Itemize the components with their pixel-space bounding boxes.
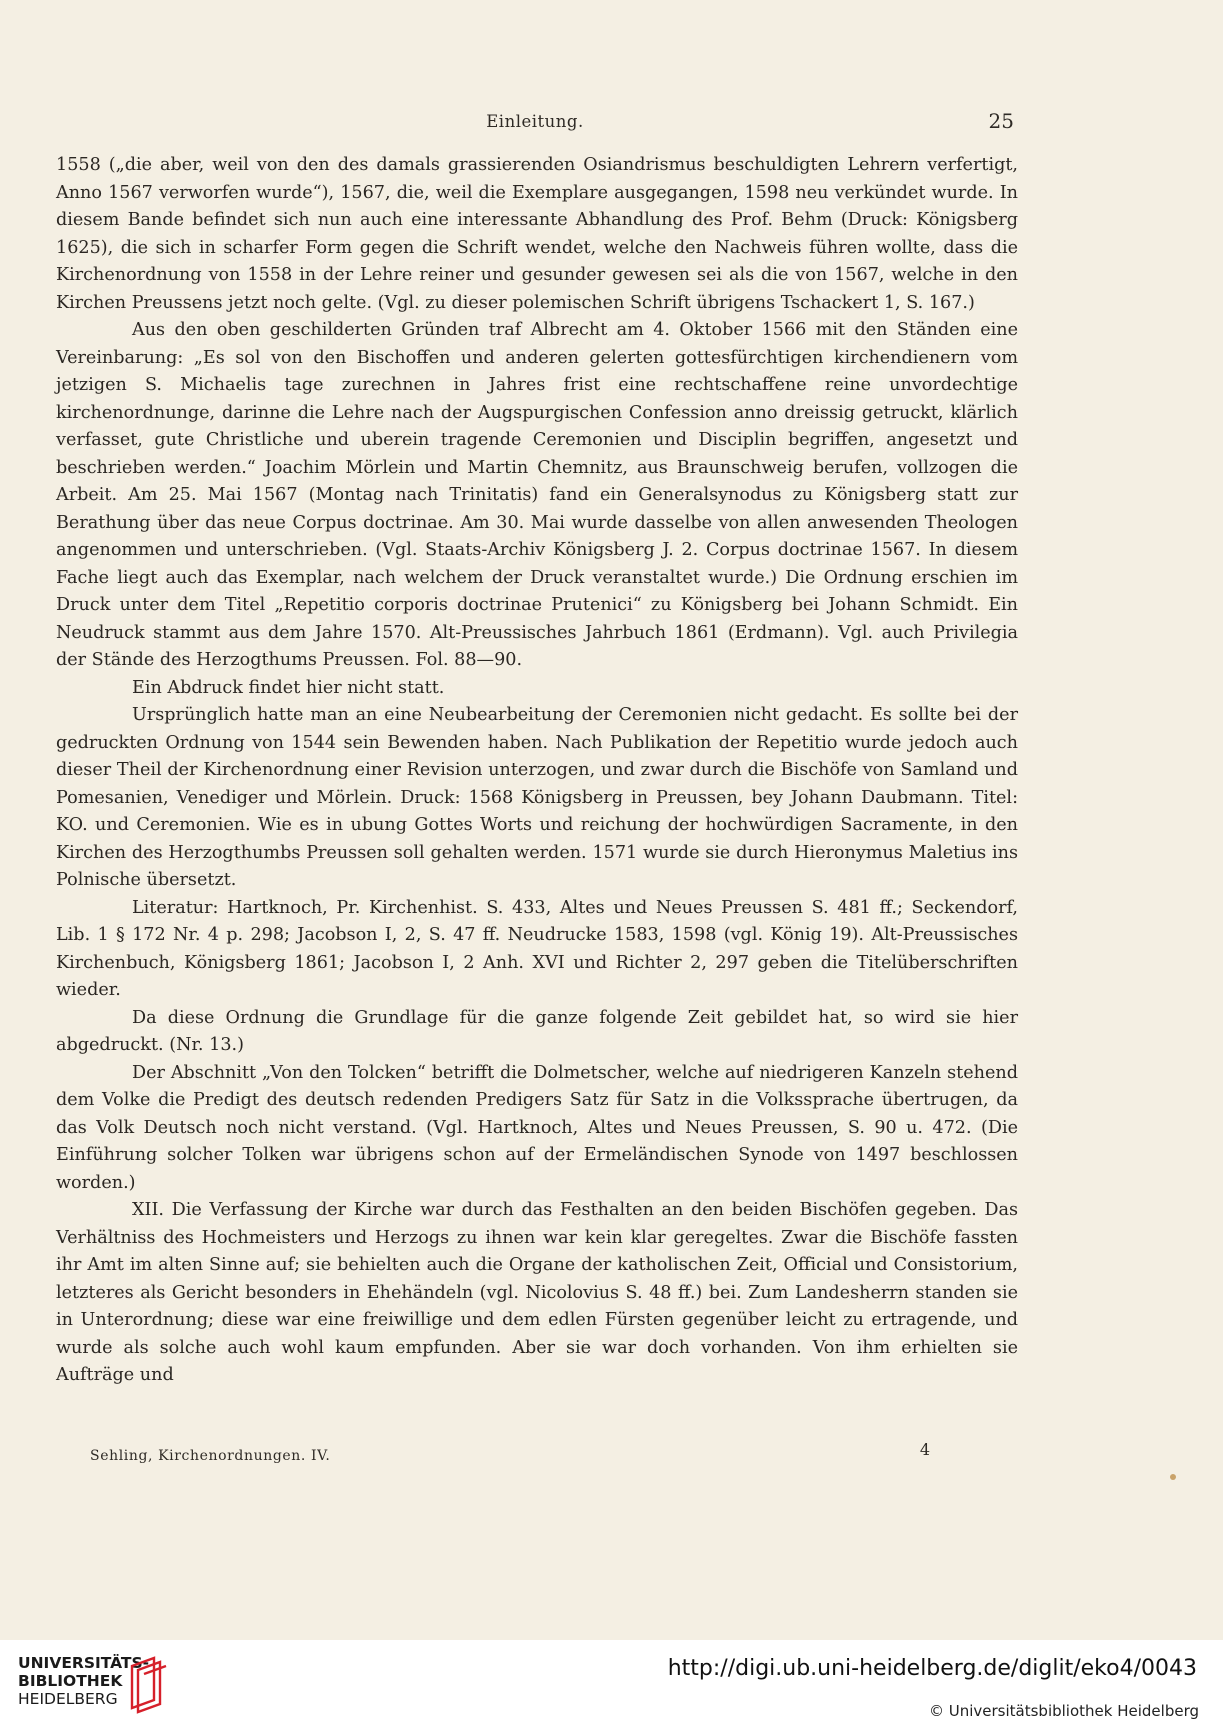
paragraph: XII. Die Verfassung der Kirche war durch das Festhalten an den beiden Bischöfen gegeben. Das Verhältniss des Hochmeisters und Herzogs zu ihnen war kein klar geregeltes. Zwar die Bischöfe fassten ihr Amt im alten Sinne auf; sie behielten auch die Organe der katholischen Zeit, Official und Consistorium, letzteres als Gericht besonders in Ehehändeln (vgl. Nicolovius S. 48 ff.) bei. Zum Landesherrn standen sie in Unterordnung; diese war eine freiwillige und dem edlen Fürsten gegenüber leicht zu ertragende, und wurde als solche auch wohl kaum empfunden. Aber sie war doch vorhanden. Von ihm erhielten sie Aufträge und: [56, 1200, 1018, 1385]
paragraph: Ein Abdruck findet hier nicht statt.: [132, 677, 445, 698]
running-title: Einleitung.: [486, 112, 584, 131]
paragraph: Da diese Ordnung die Grundlage für die ganze folgende Zeit gebildet hat, so wird sie hier abgedruckt. (Nr. 13.): [56, 1007, 1018, 1055]
page-footer: [90, 1440, 930, 1470]
page-header: [56, 109, 1014, 138]
paragraph: Aus den oben geschilderten Gründen traf Albrecht am 4. Oktober 1566 mit den Ständen eine Vereinbarung: „Es sol von den Bischoffen und anderen gelerten gottesfürchtigen kirchendienern vom jetzigen S. Michaelis tage zurechnen in Jahres frist eine rechtschaffene reine unvordechtige kirchenordnunge, darinne die Lehre nach der Augspurgischen Confession anno dreissig getruckt, klärlich verfasset, gute Christliche und uberein tragende Ceremonien und Disciplin begriffen, angesetzt und beschrieben werden.“ Joachim Mörlein und Martin Chemnitz, aus Braunschweig berufen, vollzogen die Arbeit. Am 25. Mai 1567 (Montag nach Trinitatis) fand ein Generalsynodus zu Königsberg statt zur Berathung über das neue Corpus doctrinae. Am 30. Mai wurde dasselbe von allen anwesenden Theologen angenommen und unterschrieben. (Vgl. Staats-Archiv Königsberg J. 2. Corpus doctrinae 1567. In diesem Fache liegt auch das Exemplar, nach welchem der Druck veranstaltet wurde.) Die Ordnung erschien im Druck unter dem Titel „Repetitio corporis doctrinae Prutenici“ zu Königsberg bei Johann Schmidt. Ein Neudruck stammt aus dem Jahre 1570. Alt-Preussisches Jahrbuch 1861 (Erdmann). Vgl. auch Privilegia der Stände des Herzogthums Preussen. Fol. 88—90.: [56, 320, 1018, 670]
page-number: 25: [988, 109, 1014, 133]
logo-line-3: HEIDELBERG: [18, 1690, 118, 1708]
library-logo[interactable]: [18, 1654, 218, 1724]
sheet-mark: 4: [919, 1440, 930, 1459]
library-book-logo-icon: [124, 1656, 170, 1714]
logo-line-2: BIBLIOTHEK: [18, 1672, 123, 1690]
paper-stain: [1170, 1474, 1176, 1480]
footer-signature: Sehling, Kirchenordnungen. IV.: [90, 1448, 331, 1464]
body-text: [56, 152, 1018, 1390]
paragraph: 1558 („die aber, weil von den des damals grassierenden Osiandrismus beschuldigten Lehrern verfertigt, Anno 1567 verworfen wurde“), 1567, die, weil die Exemplare ausgegangen, 1598 neu verkündet wurde. In diesem Bande befindet sich nun auch eine interessante Abhandlung des Prof. Behm (Druck: Königsberg 1625), die sich in scharfer Form gegen die Schrift wendet, welche den Nachweis führen wollte, dass die Kirchenordnung von 1558 in der Lehre reiner und gesunder gewesen sei als die von 1567, welche in den Kirchen Preussens jetzt noch gelte. (Vgl. zu dieser polemischen Schrift übrigens Tschackert 1, S. 167.): [56, 155, 1018, 313]
copyright-notice: © Universitätsbibliothek Heidelberg: [928, 1702, 1199, 1720]
viewer-footer: [0, 1640, 1223, 1731]
paragraph: Ursprünglich hatte man an eine Neubearbeitung der Ceremonien nicht gedacht. Es sollte bei der gedruckten Ordnung von 1544 sein Bewenden haben. Nach Publikation der Repetitio wurde jedoch auch dieser Theil der Kirchenordnung einer Revision unterzogen, und zwar durch die Bischöfe von Samland und Pomesanien, Venediger und Mörlein. Druck: 1568 Königsberg in Preussen, bey Johann Daubmann. Titel: KO. und Ceremonien. Wie es in ubung Gottes Worts und reichung der hochwürdigen Sacramente, in den Kirchen des Herzogthumbs Preussen soll gehalten werden. 1571 wurde sie durch Hieronymus Maletius ins Polnische übersetzt.: [56, 705, 1018, 890]
paragraph: Der Abschnitt „Von den Tolcken“ betrifft die Dolmetscher, welche auf niedrigeren Kanzeln stehend dem Volke die Predigt des deutsch redenden Predigers Satz für Satz in die Volkssprache übertrugen, da das Volk Deutsch noch nicht verstand. (Vgl. Hartknoch, Altes und Neues Preussen, S. 90 u. 472. (Die Einführung solcher Tolken war übrigens schon auf der Ermeländischen Synode von 1497 beschlossen worden.): [56, 1062, 1018, 1193]
paragraph: Literatur: Hartknoch, Pr. Kirchenhist. S. 433, Altes und Neues Preussen S. 481 ff.; Seckendorf, Lib. 1 § 172 Nr. 4 p. 298; Jacobson I, 2, S. 47 ff. Neudrucke 1583, 1598 (vgl. König 19). Alt-Preussisches Kirchenbuch, Königsberg 1861; Jacobson I, 2 Anh. XVI und Richter 2, 297 geben die Titelüberschriften wieder.: [56, 897, 1018, 1000]
logo-line-1: UNIVERSITÄTS-: [18, 1654, 150, 1672]
document-url[interactable]: http://digi.ub.uni-heidelberg.de/diglit/eko4/0043: [667, 1656, 1197, 1681]
